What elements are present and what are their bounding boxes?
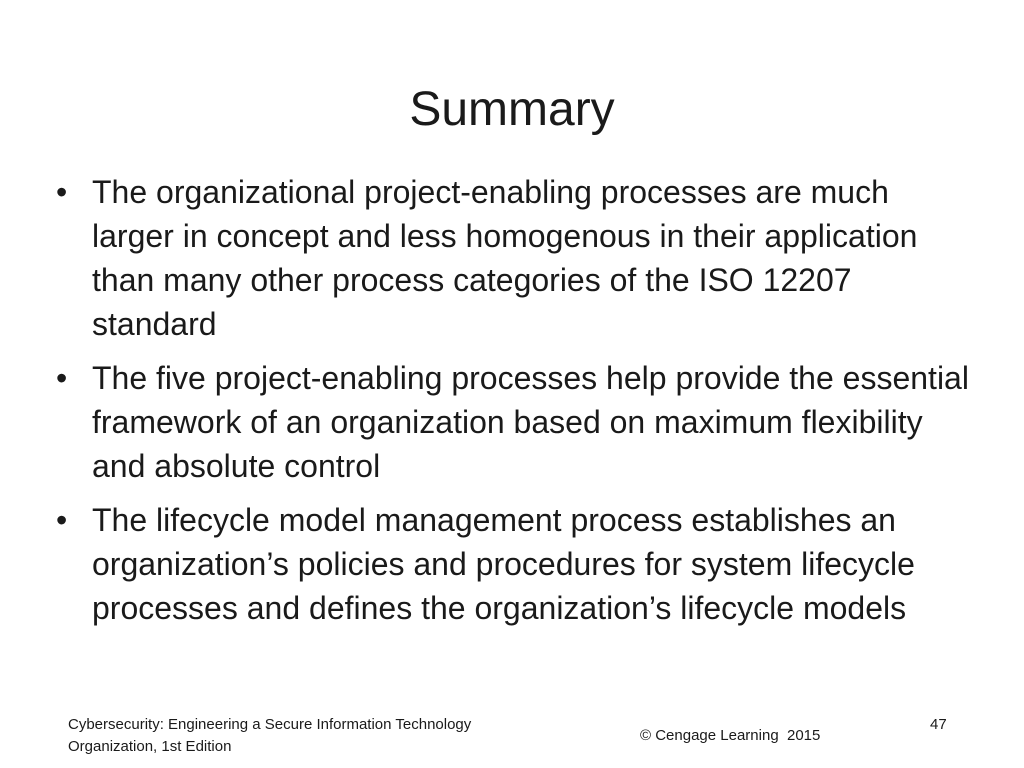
bullet-text: The lifecycle model management process establishes an organization’s policies and procedures for system lifecycle processes and defines the organization’s lifecycle models xyxy=(92,502,915,626)
bullet-text: The organizational project-enabling processes are much larger in concept and less homogenous in their application than many other process categories of the ISO 12207 standard xyxy=(92,174,918,342)
footer-book-line1: Cybersecurity: Engineering a Secure Information Technology xyxy=(68,716,472,733)
bullet-item xyxy=(56,498,976,630)
footer-copyright: © Cengage Learning 2015 xyxy=(640,727,821,744)
bullet-text: The five project-enabling processes help provide the essential framework of an organization based on maximum flexibility and absolute control xyxy=(92,360,969,484)
footer-book-title xyxy=(68,714,568,758)
bullet-icon: • xyxy=(56,360,68,396)
bullet-icon: • xyxy=(56,174,68,210)
footer-book-line2: Organization, 1st Edition xyxy=(68,738,232,755)
slide-title: Summary xyxy=(409,83,615,136)
bullet-icon: • xyxy=(56,502,68,538)
footer-page-number: 47 xyxy=(930,716,947,733)
bullet-list xyxy=(56,170,976,640)
bullet-item xyxy=(56,356,976,488)
bullet-item xyxy=(56,170,976,346)
